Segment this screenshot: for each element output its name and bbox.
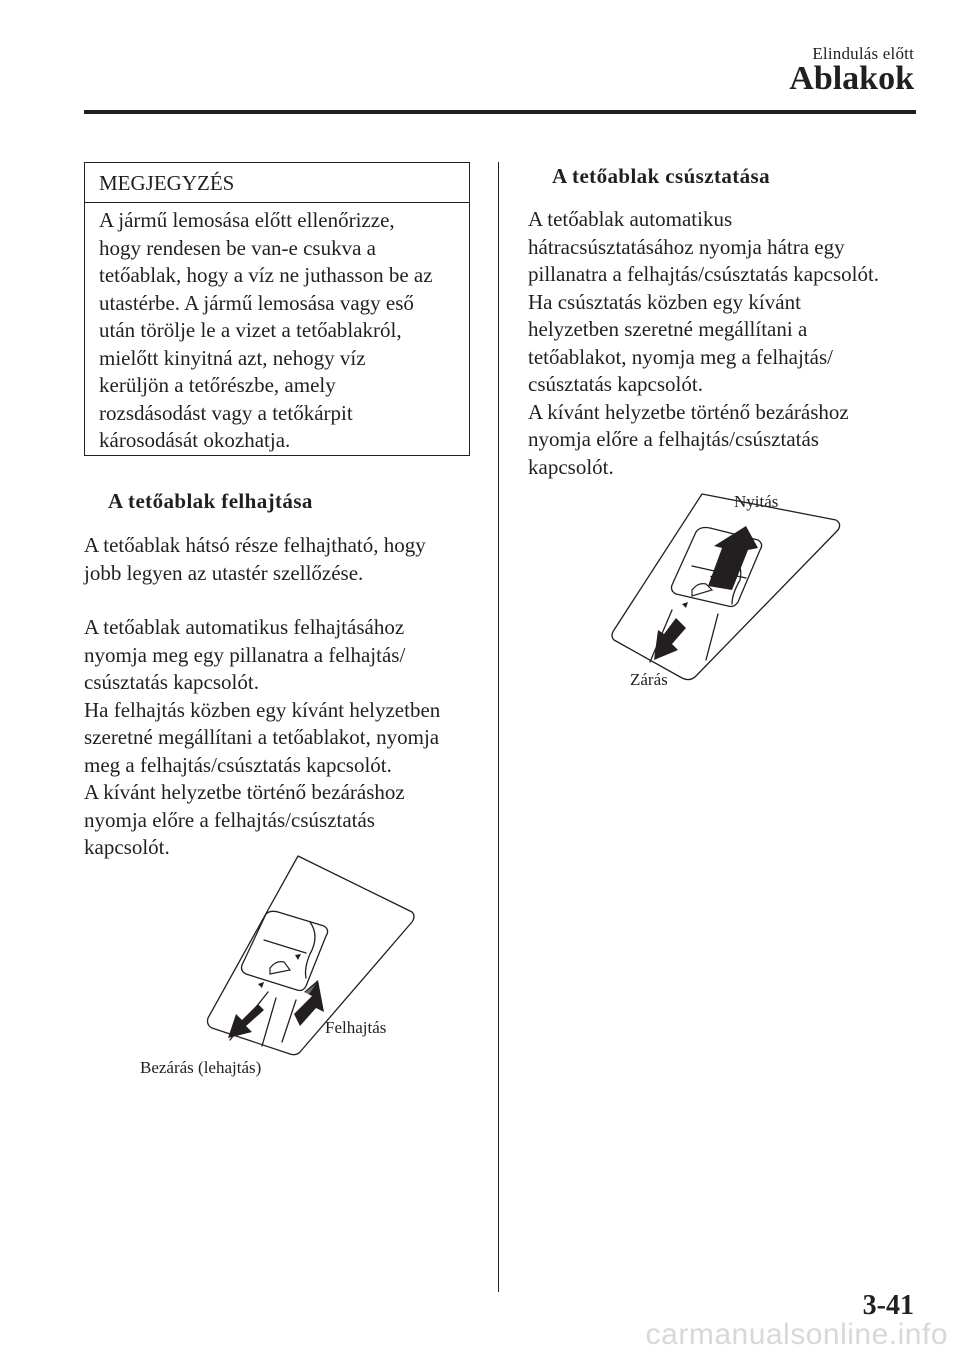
slide-switch-illustration: [610, 490, 850, 690]
column-divider: [498, 162, 499, 1292]
slide-body-text: A tetőablak automatikus hátracsúsztatásához nyomja hátra egy pillanatra a felhajtás/csúsztatás kapcsolót. Ha csúsztatás közben egy kívánt helyzetben szeretné megállítani a tetőablakot, nyomja meg a felhajtás/ csúsztatás kapcsolót. A kívánt helyzetbe történő bezáráshoz nyomja előre a felhajtás/csúsztatás kapcsolót.: [528, 207, 880, 479]
slide-switch-figure: [610, 490, 850, 690]
tilt-body-text: A tetőablak automatikus felhajtásához nyomja meg egy pillanatra a felhajtás/ csúsztatás kapcsolót. Ha felhajtás közben egy kívánt helyzetben szeretné megállítani a tetőablakot, nyomja meg a felhajtás/csúsztatás kapcsolót. A kívánt helyzetbe történő bezáráshoz nyomja előre a felhajtás/csúsztatás kapcsolót.: [84, 615, 441, 859]
header-rule: [84, 110, 916, 114]
page-number: 3-41: [862, 1290, 914, 1321]
note-text: A jármű lemosása előtt ellenőrizze, hogy rendesen be van-e csukva a tetőablak, hogy a víz ne juthasson be az utastérbe. A jármű lemosása vagy eső után törölje le a vizet a tetőablakról, mielőtt kinyitná azt, nehogy víz kerüljön a tetőrészbe, amely rozsdásodást vagy a tetőkárpit károsodását okozhatja.: [99, 208, 433, 452]
tilt-section-title: A tetőablak felhajtása: [108, 489, 313, 513]
tilt-up-label: Felhajtás: [325, 1018, 387, 1037]
close-label: Zárás: [630, 670, 668, 689]
tilt-down-label: Bezárás (lehajtás): [140, 1058, 262, 1077]
note-heading: MEGJEGYZÉS: [85, 163, 469, 203]
close-down-arrow-icon: [654, 618, 686, 660]
slide-section-title: A tetőablak csúsztatása: [552, 164, 771, 188]
open-up-arrow-icon: [708, 526, 758, 590]
watermark: carmanualsonline.info: [645, 1318, 948, 1351]
tilt-switch-figure: [140, 850, 420, 1077]
sunroof-icon: [258, 954, 301, 988]
tilt-intro-text: A tetőablak hátsó része felhajtható, hogy jobb legyen az utastér szellőzése.: [84, 533, 426, 585]
note-box: [84, 162, 470, 456]
header-section-label: Elindulás előtt: [812, 44, 914, 63]
open-label: Nyitás: [734, 492, 779, 511]
tilt-switch-illustration: [200, 850, 420, 1060]
close-down-arrow-icon: [228, 1004, 264, 1038]
page-title: Ablakok: [789, 60, 914, 97]
tilt-up-arrow-icon: [294, 980, 324, 1026]
